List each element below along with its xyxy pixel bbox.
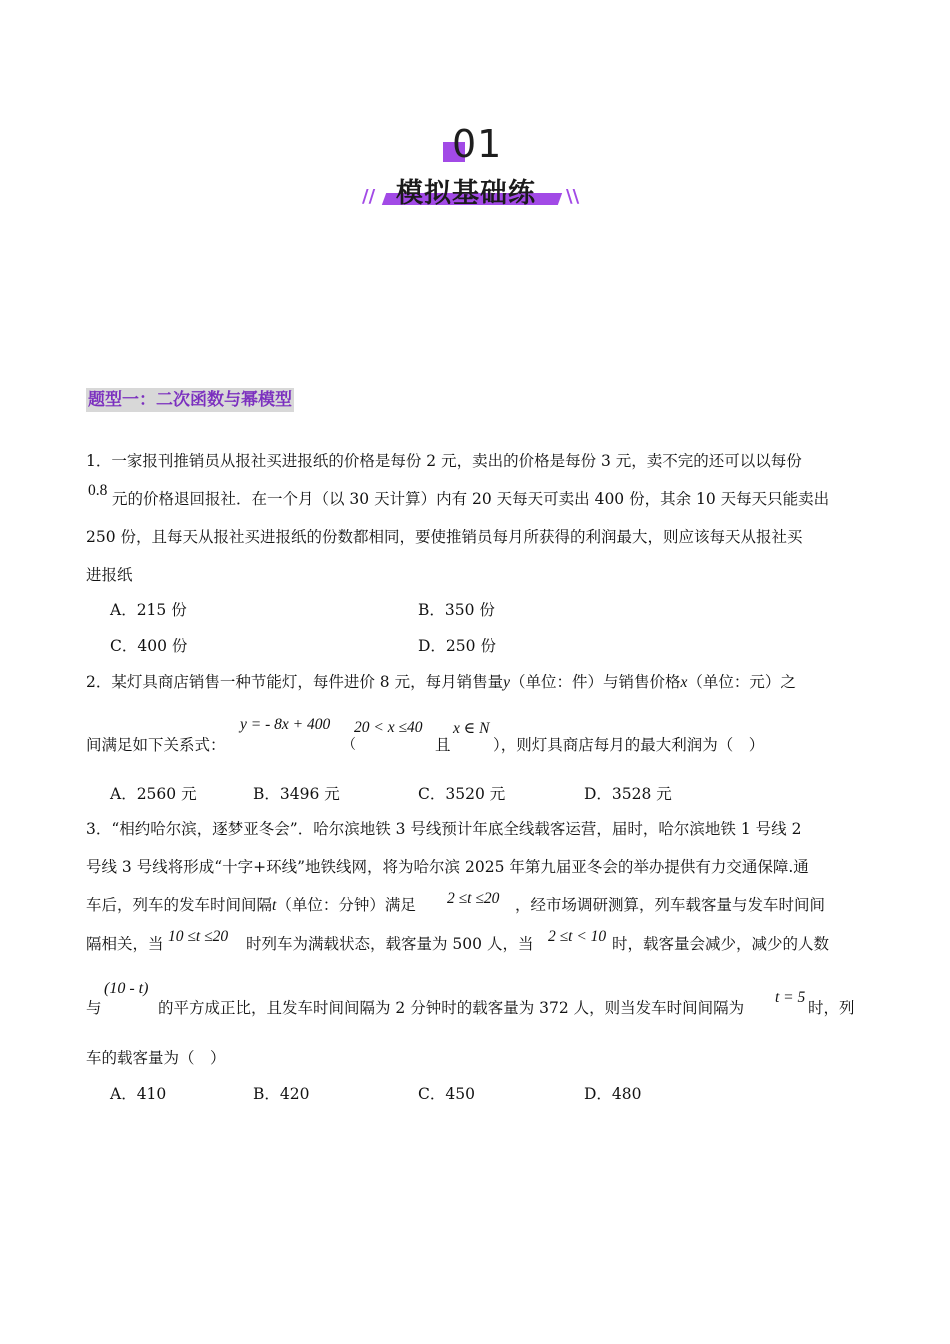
q2-line-2-text-b: ），则灯具商店每月的最大利润为（ ） [493, 736, 765, 754]
q1-option-c[interactable]: C．400 份 [110, 637, 188, 655]
q3-option-c[interactable]: C．450 [418, 1085, 475, 1103]
q3-text-5c: 时，列 [808, 999, 855, 1017]
q2-paren-open: （ [342, 737, 356, 753]
q2-text-a: 2．某灯具商店销售一种节能灯，每件进价 8 元，每月销售量 [86, 673, 504, 691]
q3-range-1: 2 ≤t ≤20 [447, 890, 500, 907]
q3-option-b[interactable]: B．420 [253, 1085, 310, 1103]
q2-option-d[interactable]: D．3528 元 [584, 785, 672, 803]
q3-condition: t = 5 [775, 989, 806, 1006]
chapter-number: 01 [452, 122, 503, 166]
q3-text-5a: 与 [86, 999, 102, 1017]
q3-text-4a: 隔相关，当 [86, 935, 164, 953]
q1-value-0-8: 0.8 [88, 482, 108, 499]
q1-line-1: 1．一家报刊推销员从报社买进报纸的价格是每份 2 元，卖出的价格是每份 3 元，卖不完的还可以以每份 [86, 452, 802, 470]
q2-line-1 [86, 670, 796, 692]
right-slash-decoration: \\ [566, 186, 580, 207]
q1-line-2: 元的价格退回报社．在一个月（以 30 天计算）内有 20 天每天可卖出 400 份，其余 10 天每天只能卖出 [112, 490, 830, 508]
q2-option-c[interactable]: C．3520 元 [418, 785, 506, 803]
q3-var-t: t [272, 897, 277, 914]
q3-range-2: 10 ≤t ≤20 [168, 928, 229, 945]
q2-text-b: （单位：件）与销售价格 [509, 673, 681, 691]
left-slash-decoration: // [362, 186, 376, 207]
q3-range-3: 2 ≤t < 10 [548, 928, 607, 945]
q1-option-d[interactable]: D．250 份 [418, 637, 496, 655]
q3-option-d[interactable]: D．480 [584, 1085, 642, 1103]
q2-option-b[interactable]: B．3496 元 [253, 785, 340, 803]
chapter-title: 模拟基础练 [396, 178, 536, 209]
q3-option-a[interactable]: A．410 [110, 1085, 167, 1103]
q1-option-a[interactable]: A．215 份 [110, 601, 187, 619]
q1-option-b[interactable]: B．350 份 [418, 601, 495, 619]
q3-line-6: 车的载客量为（ ） [86, 1049, 226, 1067]
q3-text-4c: 时，载客量会减少，减少的人数 [612, 935, 830, 953]
q3-text-4b: 时列车为满载状态，载客量为 500 人，当 [246, 935, 534, 953]
q2-option-a[interactable]: A．2560 元 [110, 785, 197, 803]
q3-line-1: 3．“相约哈尔滨，逐梦亚冬会”．哈尔滨地铁 3 号线预计年底全线载客运营，届时，哈尔滨地铁 1 号线 2 [86, 820, 802, 838]
q2-text-c: （单位：元）之 [687, 673, 796, 691]
q3-expression: (10 - t) [104, 980, 149, 997]
section-title: 题型一：二次函数与幂模型 [88, 390, 292, 410]
q3-text-3b: （单位：分钟）满足 [276, 896, 416, 914]
q2-member: x ∈ N [453, 720, 490, 737]
q3-line-3 [86, 893, 416, 915]
q2-and: 且 [435, 736, 451, 754]
q3-line-2: 号线 3 号线将形成“十字+环线”地铁线网，将为哈尔滨 2025 年第九届亚冬会的举办提供有力交通保障.通 [86, 858, 809, 876]
q2-formula: y = - 8x + 400 [240, 716, 331, 733]
q2-var-y: y [503, 674, 510, 691]
q3-text-5b: 的平方成正比，且发车时间间隔为 2 分钟时的载客量为 372 人，则当发车时间间隔为 [158, 999, 745, 1017]
q1-line-4: 进报纸 [86, 566, 133, 584]
q2-var-x: x [680, 674, 688, 691]
q3-text-3a: 车后，列车的发车时间间隔 [86, 896, 273, 914]
q3-text-3c: ，经市场调研测算，列车载客量与发车时间间 [515, 896, 826, 914]
q1-line-3: 250 份，且每天从报社买进报纸的份数都相同，要使推销员每月所获得的利润最大，则应该每天从报社买 [86, 528, 803, 546]
q2-line-2-text-a: 间满足如下关系式： [86, 736, 226, 754]
q2-range: 20 < x ≤40 [354, 719, 423, 736]
